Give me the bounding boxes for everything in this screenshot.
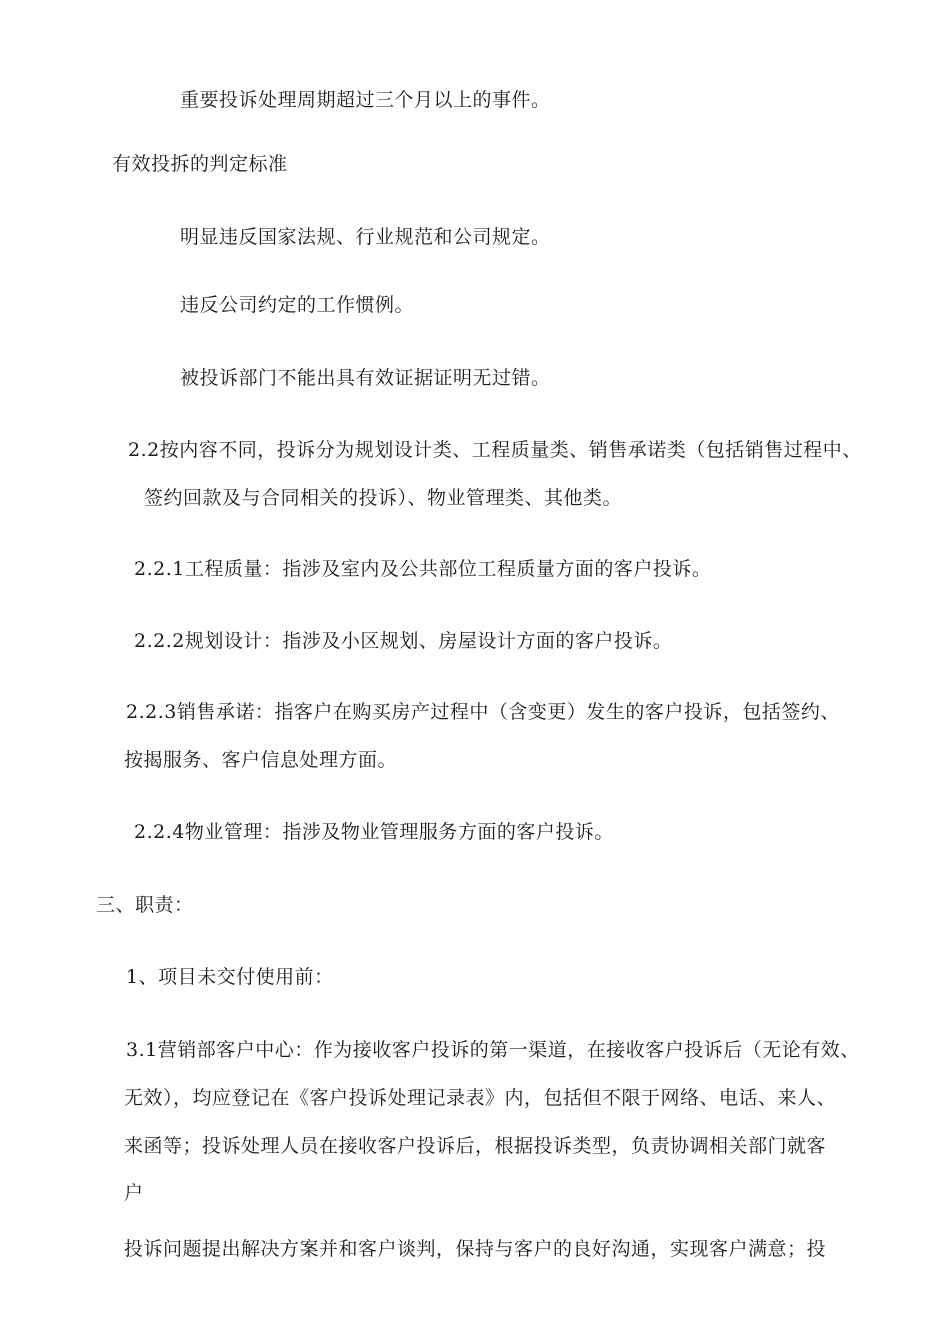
text-line-section-3-1-cont-2: 来函等；投诉处理人员在接收客户投诉后，根据投诉类型，负责协调相关部门就客 (124, 1135, 827, 1157)
text-line-before-delivery: 1、项目未交付使用前： (126, 966, 334, 988)
text-line-criterion-law-violation: 明显违反国家法规、行业规范和公司规定。 (180, 226, 551, 248)
text-line-section-2-2-2: 2.2.2规划设计：指涉及小区规划、房屋设计方面的客户投诉。 (134, 630, 673, 652)
text-line-section-3-1-cont-1: 无效），均应登记在《客户投诉处理记录表》内，包括但不限于网络、电话、来人、 (124, 1087, 837, 1109)
heading-valid-complaint-criteria: 有效投拆的判定标准 (112, 153, 288, 175)
text-line-section-2-2-4: 2.2.4物业管理：指涉及物业管理服务方面的客户投诉。 (134, 821, 614, 843)
text-line-section-3-1-cont-3: 户 (124, 1182, 144, 1204)
text-line-section-3-1: 3.1营销部客户中心：作为接收客户投诉的第一渠道，在接收客户投诉后（无论有效、 (126, 1039, 860, 1061)
text-line-section-2-2-3-cont: 按揭服务、客户信息处理方面。 (124, 749, 398, 771)
text-line-major-complaint-period: 重要投诉处理周期超过三个月以上的事件。 (180, 89, 551, 111)
text-line-section-3-1-cont-4: 投诉问题提出解决方案并和客户谈判，保持与客户的良好沟通，实现客户满意；投 (124, 1238, 827, 1260)
text-line-section-2-2: 2.2按内容不同，投诉分为规划设计类、工程质量类、销售承诺类（包括销售过程中、 (128, 439, 862, 461)
text-line-section-2-2-3: 2.2.3销售承诺：指客户在购买房产过程中（含变更）发生的客户投诉，包括签约、 (126, 701, 840, 723)
heading-responsibilities: 三、职责： (96, 894, 194, 916)
text-line-section-2-2-cont: 签约回款及与合同相关的投诉）、物业管理类、其他类。 (144, 487, 623, 509)
text-line-criterion-work-practice: 违反公司约定的工作惯例。 (180, 294, 415, 316)
text-line-section-2-2-1: 2.2.1工程质量：指涉及室内及公共部位工程质量方面的客户投诉。 (134, 558, 712, 580)
text-line-criterion-no-evidence: 被投诉部门不能出具有效证据证明无过错。 (180, 367, 551, 389)
